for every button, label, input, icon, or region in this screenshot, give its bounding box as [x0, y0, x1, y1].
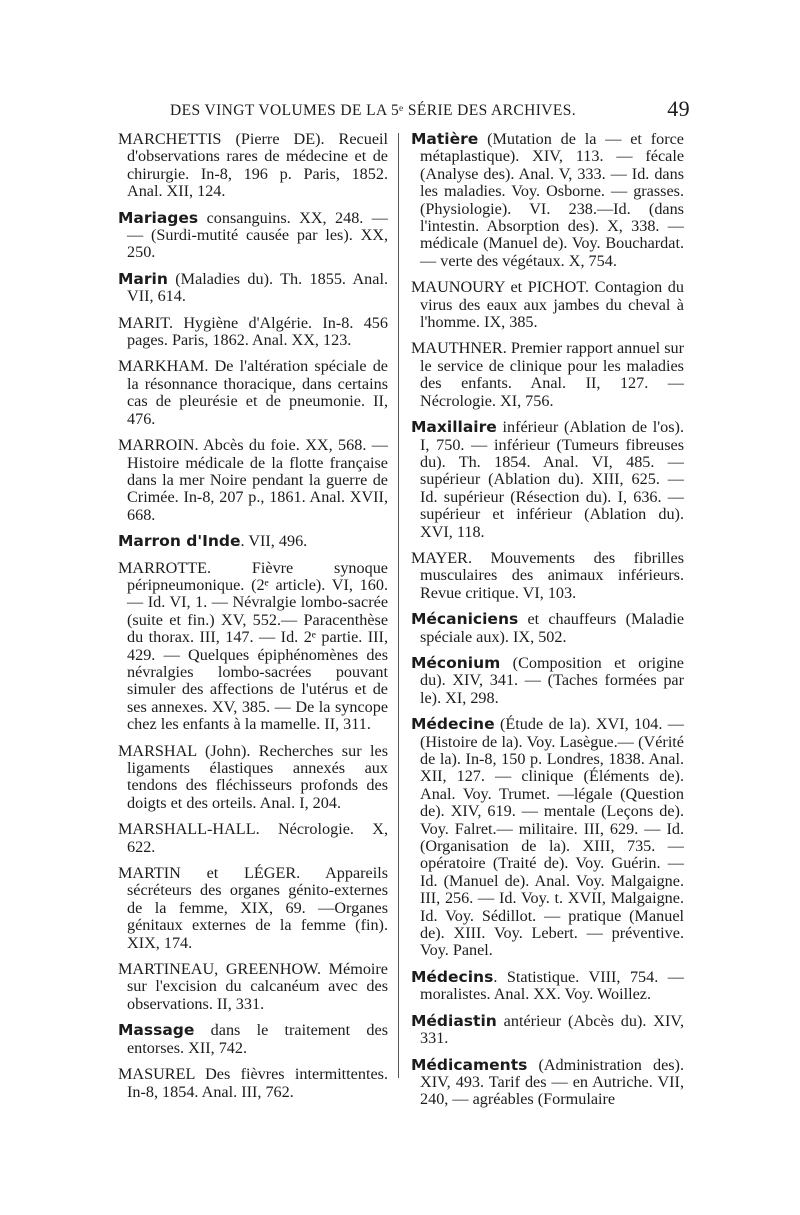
- entry-headword: Médicaments: [411, 1055, 528, 1074]
- index-entry: [411, 655, 684, 707]
- entry-headword: MARKHAM: [118, 357, 205, 376]
- entry-headword: MARROIN: [118, 436, 195, 455]
- entry-text: . Fièvre synoque péripneumonique. (2ᵉ article). VI, 160.— Id. VI, 1. — Névralgie lombo-sacrée (suite et fin.) XV, 552.— Paracenthèse du thorax. III, 147. — Id. 2ᵉ partie. III, 429. — Quelques épiphénomènes des névralgies lombo-sacrées pouvant simuler des affections de l'utérus et de ses annexes. XV, 385. — De la syncope chez les enfants à la mamelle. II, 311.: [127, 558, 388, 734]
- entry-headword: MARSHAL: [118, 741, 197, 760]
- index-entry: [118, 210, 388, 262]
- entry-headword: Matière: [411, 130, 479, 148]
- entry-headword: Marin: [118, 269, 168, 288]
- index-entry: [118, 437, 388, 524]
- entry-headword: Marron d'Inde: [118, 532, 241, 551]
- entry-headword: MARTINEAU: [118, 960, 215, 979]
- entry-text: inférieur (Ablation de l'os). I, 750. — inférieur (Tumeurs fibreuses du). Th. 1854. Anal. VI, 485. — supérieur (Ablation du). XIII, 625. — Id. supérieur (Résection du). I, 636. — supérieur et inférieur (Ablation du). XVI, 118.: [420, 418, 684, 541]
- index-entry: [411, 611, 684, 646]
- index-entry: [118, 533, 388, 550]
- entry-headword: MARIT: [118, 313, 169, 332]
- entry-headword: MAUNOURY: [411, 278, 505, 297]
- index-entry: [118, 961, 388, 1013]
- index-entry: [411, 550, 684, 602]
- index-entry: [411, 1057, 684, 1109]
- entry-headword: Médiastin: [411, 1011, 497, 1030]
- entry-headword: Maxillaire: [411, 418, 497, 437]
- entry-text: . Statistique. VIII, 754. — moralistes. Anal. XX. Voy. Woillez.: [420, 967, 684, 1004]
- index-entry: [118, 358, 388, 428]
- entry-headword: MARROTTE: [118, 558, 208, 577]
- entry-text: (Composition et origine du). XIV, 341. — (Taches formées par le). XI, 298.: [420, 653, 684, 707]
- entry-headword: MAYER: [411, 548, 468, 567]
- entry-headword: MARCHETTIS: [118, 130, 222, 148]
- entry-text: consanguins. XX, 248. — — (Surdi-mutité causée par les). XX, 250.: [127, 208, 388, 262]
- entry-text: . Premier rapport annuel sur le service de clinique pour les maladies des enfants. Anal. II, 127. — Nécrologie. XI, 756.: [420, 339, 684, 410]
- entry-headword: MAUTHNER: [411, 339, 503, 358]
- entry-headword: Mariages: [118, 208, 199, 227]
- entry-text: (Administration des). XIV, 493. Tarif des — en Autriche. VII, 240, — agréables (Formulaire: [420, 1055, 684, 1109]
- entry-text: et chauffeurs (Maladie spéciale aux). IX, 502.: [420, 610, 684, 646]
- entry-text: Des fièvres intermittentes. In-8, 1854. Anal. III, 762.: [127, 1065, 388, 1101]
- index-entry: [411, 969, 684, 1004]
- page-number: 49: [667, 96, 690, 121]
- index-entry: [118, 1022, 388, 1057]
- index-entry: [411, 419, 684, 541]
- entry-headword: MARSHALL-HALL: [118, 820, 256, 839]
- index-entry: [118, 131, 388, 201]
- entry-text: et PICHOT. Contagion du virus des eaux aux jambes du cheval à l'homme. IX, 385.: [420, 278, 684, 332]
- index-entry: [411, 1013, 684, 1048]
- entry-headword: MASUREL: [118, 1065, 195, 1084]
- entry-text: dans le traitement des entorses. XII, 742.: [127, 1021, 388, 1057]
- index-entry: [411, 279, 684, 331]
- entry-headword: Médecins: [411, 967, 494, 986]
- index-entry: [118, 271, 388, 306]
- index-entry: [118, 560, 388, 734]
- entry-text: et LÉGER. Appareils sécréteurs des organes génito-externes de la femme, XIX, 69. —Organes génitaux externes de la femme (fin). XIX, 174.: [127, 864, 388, 952]
- entry-text: (Mutation de la — et force métaplastique). XIV, 113. — fécale (Analyse des). Anal. V, 333. — Id. dans les maladies. Voy. Osborne. — grasses. (Physiologie). VI. 238.—Id. (dans l'intestin. Absorption des). X, 338. — médicale (Manuel de). Voy. Bouchardat. — verte des végétaux. X, 754.: [420, 130, 684, 270]
- entry-headword: Mécaniciens: [411, 610, 519, 629]
- index-entry: [118, 743, 388, 813]
- entry-text: . De l'altération spéciale de la résonnance thoracique, dans certains cas de pleurésie et de pneumonie. II, 476.: [127, 357, 388, 428]
- entry-text: . Hygiène d'Algérie. In-8. 456 pages. Paris, 1862. Anal. XX, 123.: [127, 313, 388, 350]
- entry-text: (Étude de la). XVI, 104. — (Histoire de la). Voy. Lasègue.— (Vérité de la). In-8, 150 p. Londres, 1838. Anal. XII, 127. — clinique (Éléments de). Anal. Voy. Trumet. —légale (Question de). XIV, 619. — mentale (Leçons de). Voy. Falret.— militaire. III, 629. — Id. (Organisation de la). XIII, 735. — opératoire (Traité de). Voy. Guérin. — Id. (Manuel de). Anal. Voy. Malgaigne. III, 256. — Id. Voy. t. XVII, Malgaigne. Id. Voy. Sédillot. — pratique (Manuel de). XIII. Voy. Lebert. — préventive. Voy. Panel.: [420, 715, 684, 960]
- entry-text: , GREENHOW. Mémoire sur l'excision du calcanéum avec des observations. II, 331.: [127, 960, 388, 1013]
- index-entry: [118, 1066, 388, 1101]
- index-entry: [411, 716, 684, 960]
- right-column: [411, 131, 684, 1118]
- entry-headword: Médecine: [411, 715, 495, 734]
- entry-text: . Mouvements des fibrilles musculaires des animaux inférieurs. Revue critique. VI, 103.: [420, 548, 684, 602]
- running-head: DES VINGT VOLUMES DE LA 5ᵉ SÉRIE DES ARCHIVES.: [170, 102, 577, 119]
- entry-headword: Massage: [118, 1021, 195, 1040]
- index-entry: [411, 131, 684, 270]
- entry-text: (John). Recherches sur les ligaments élastiques annexés aux tendons des fléchisseurs profonds des doigts et des orteils. Anal. I, 204.: [127, 741, 388, 812]
- entry-text: . Nécrologie. X, 622.: [127, 820, 388, 856]
- column-divider: [398, 133, 399, 1078]
- entry-text: antérieur (Abcès du). XIV, 331.: [420, 1011, 684, 1048]
- index-entry: [118, 821, 388, 856]
- index-entry: [118, 315, 388, 350]
- entry-text: (Pierre DE). Recueil d'observations rares de médecine et de chirurgie. In-8, 196 p. Paris, 1852. Anal. XII, 124.: [127, 130, 388, 201]
- entry-headword: MARTIN: [118, 864, 181, 883]
- index-entry: [411, 340, 684, 410]
- entry-headword: Méconium: [411, 653, 501, 672]
- entry-text: . Abcès du foie. XX, 568. — Histoire médicale de la flotte française dans la mer Noire pendant la guerre de Crimée. In-8, 207 p., 1861. Anal. XVII, 668.: [127, 436, 388, 524]
- entry-text: (Maladies du). Th. 1855. Anal. VII, 614.: [127, 269, 388, 306]
- page-header: [170, 96, 690, 124]
- entry-text: . VII, 496.: [240, 532, 308, 551]
- index-entry: [118, 865, 388, 952]
- left-column: [118, 131, 388, 1110]
